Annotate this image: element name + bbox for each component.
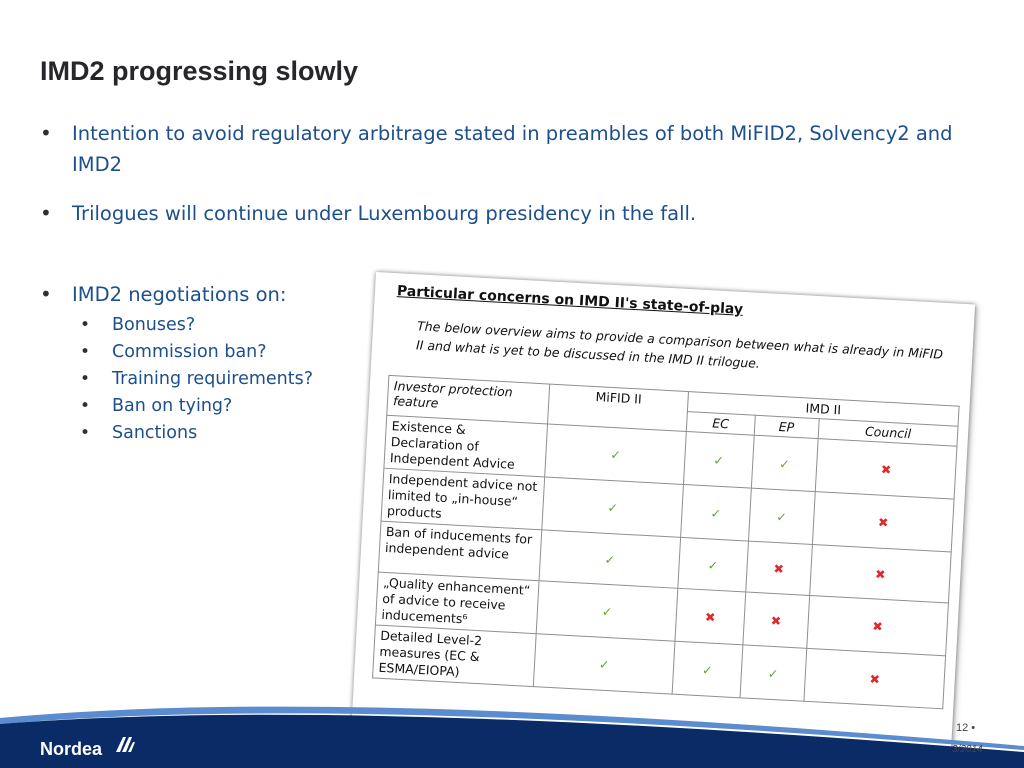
cross-icon: ✖ [773, 560, 785, 576]
check-icon: ✓ [707, 556, 719, 573]
bullet-dot-icon: • [80, 315, 91, 335]
mark-cell [545, 424, 687, 484]
mark-cell [748, 488, 815, 544]
scan-intro: The below overview aims to provide a comparison between what is already in MiFID II and what is yet to be discussed in the IMD II trilogue. [415, 318, 944, 371]
mark-cell [678, 537, 748, 592]
cross-icon: ✖ [877, 514, 889, 530]
sub-bullet-text: Ban on tying? [112, 396, 233, 416]
comparison-table [372, 375, 960, 709]
bullet-text: IMD2 negotiations on: [72, 283, 287, 306]
mark-cell [810, 544, 952, 602]
cross-icon: ✖ [869, 670, 881, 687]
cross-icon: ✖ [880, 461, 892, 477]
check-icon: ✓ [607, 499, 619, 515]
header-imd: IMD II [688, 392, 960, 427]
check-icon: ✓ [598, 656, 610, 672]
check-icon: ✓ [775, 508, 788, 525]
cross-icon: ✖ [704, 608, 716, 625]
footer-wave-band [0, 700, 1024, 768]
cross-icon: ✖ [770, 612, 782, 628]
check-icon: ✓ [713, 452, 725, 468]
header-mifid: MiFID II [548, 384, 689, 431]
check-icon: ✓ [601, 603, 613, 619]
mark-cell [684, 432, 754, 489]
header-council: Council [818, 419, 958, 446]
header-ec: EC [686, 412, 754, 436]
check-icon: ✓ [701, 661, 713, 678]
sub-bullet-text: Commission ban? [112, 342, 267, 362]
bullet-dot-icon: • [80, 369, 91, 389]
mark-cell [681, 484, 751, 541]
feature-cell: Ban of inducements for independent advice [378, 521, 542, 581]
mark-cell [675, 588, 745, 645]
feature-cell: Independent advice not limited to „in-house“ products [381, 468, 545, 530]
sub-bullet-text: Bonuses? [112, 315, 196, 335]
mark-cell [672, 641, 742, 698]
mark-cell [542, 477, 684, 537]
mark-cell [536, 581, 678, 641]
bullet-dot-icon: • [40, 201, 52, 225]
nordea-logo-text: Nordea [40, 739, 103, 759]
mark-cell [539, 530, 681, 588]
header-ep: EP [754, 415, 819, 438]
header-feature: Investor protection feature [387, 375, 550, 424]
check-icon: ✓ [604, 551, 616, 567]
cross-icon: ✖ [871, 617, 884, 634]
scanned-document-image [352, 272, 975, 754]
mark-cell [807, 595, 949, 655]
page-number: 12 • [956, 722, 976, 734]
bullet-dot-icon: • [40, 121, 52, 145]
wave-dark-fill [0, 715, 1024, 768]
feature-cell: „Quality enhancement“ of advice to receive inducements⁶ [375, 572, 539, 634]
mark-cell [815, 439, 957, 499]
bullet-item [40, 118, 990, 180]
bullet-text: Trilogues will continue under Luxembourg presidency in the fall. [72, 202, 697, 225]
bullet-dot-icon: • [80, 423, 91, 443]
mark-cell [742, 592, 809, 648]
scan-title: Particular concerns on IMD II's state-of-play [396, 283, 744, 318]
slide-date: 3/2014 [952, 744, 983, 755]
mark-cell [740, 645, 807, 701]
cross-icon: ✖ [874, 565, 887, 582]
check-icon: ✓ [609, 446, 622, 462]
bullet-dot-icon: • [40, 282, 52, 306]
bullet-item [40, 198, 990, 229]
nordea-sail-icon [114, 734, 136, 754]
check-icon: ✓ [778, 455, 791, 472]
table-header-row [388, 375, 959, 426]
check-icon: ✓ [710, 504, 722, 521]
bullet-dot-icon: • [80, 396, 91, 416]
bullet-dot-icon: • [80, 342, 91, 362]
mark-cell [745, 541, 812, 595]
mark-cell [751, 435, 818, 491]
check-icon: ✓ [767, 665, 779, 681]
feature-cell: Detailed Level-2 measures (EC & ESMA/EIOPA) [373, 625, 537, 687]
sub-bullet-text: Sanctions [112, 423, 198, 443]
slide-title: IMD2 progressing slowly [40, 56, 359, 86]
mark-cell [533, 634, 675, 694]
sub-bullet-text: Training requirements? [112, 369, 314, 389]
mark-cell [812, 492, 954, 552]
bullet-text: Intention to avoid regulatory arbitrage stated in preambles of both MiFID2, Solvency2 and IMD2 [72, 122, 953, 176]
feature-cell: Existence & Declaration of Independent Advice [384, 415, 548, 477]
